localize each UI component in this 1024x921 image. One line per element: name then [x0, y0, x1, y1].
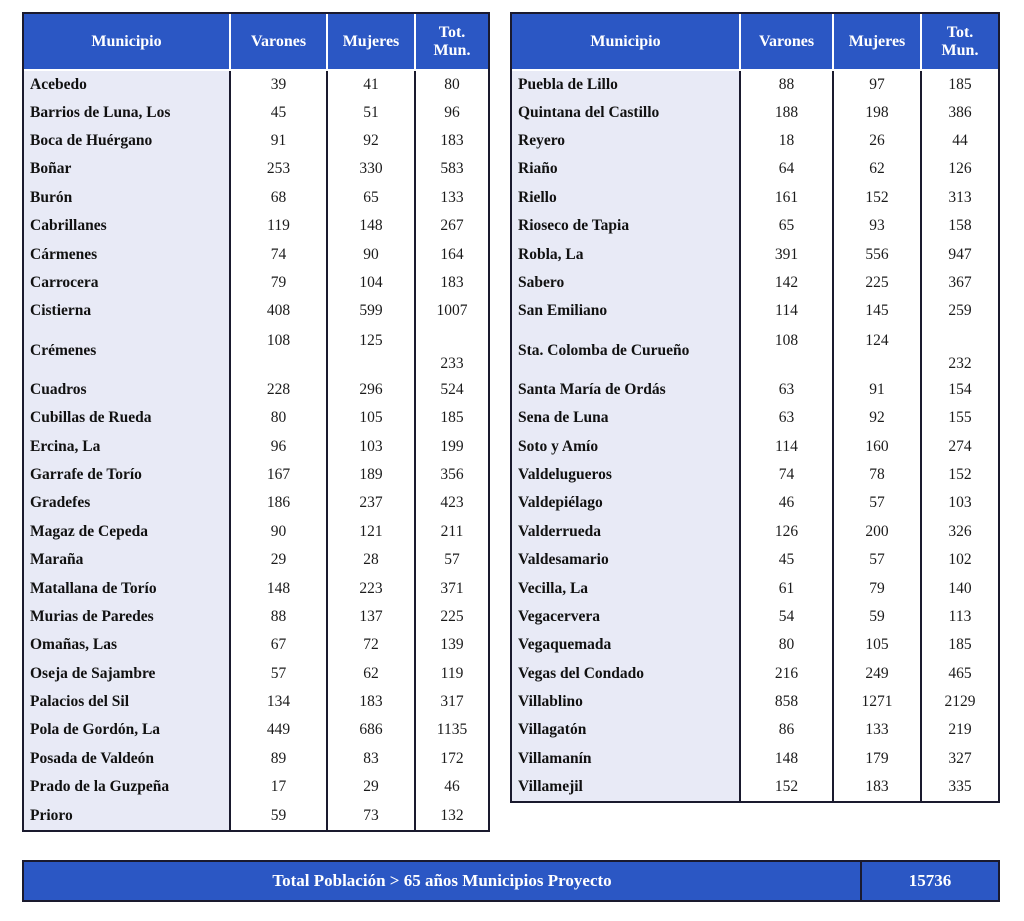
municipality-name-cell: Cabrillanes	[24, 212, 230, 240]
municipality-name-cell: Vegacervera	[512, 603, 740, 631]
mujeres-value-cell: 223	[327, 574, 415, 602]
municipality-name-cell: Santa María de Ordás	[512, 376, 740, 404]
table-row	[512, 574, 998, 602]
total-municipio-value-cell: 126	[921, 155, 998, 183]
total-municipio-value-cell: 185	[921, 70, 998, 98]
total-municipio-value-cell: 367	[921, 269, 998, 297]
table-row	[512, 297, 998, 325]
varones-value-cell: 65	[740, 212, 833, 240]
total-municipio-value-cell: 119	[415, 659, 488, 687]
varones-value-cell: 54	[740, 603, 833, 631]
mujeres-value-cell: 93	[833, 212, 921, 240]
total-municipio-value-cell: 199	[415, 432, 488, 460]
varones-value-cell: 45	[230, 98, 327, 126]
mujeres-value-cell: 105	[327, 404, 415, 432]
total-municipio-value-cell: 152	[921, 461, 998, 489]
total-municipio-value-cell: 155	[921, 404, 998, 432]
varones-value-cell: 59	[230, 801, 327, 829]
varones-value-cell: 18	[740, 127, 833, 155]
table-row	[512, 269, 998, 297]
municipality-name-cell: Valderrueda	[512, 517, 740, 545]
municipality-name-cell: Matallana de Torío	[24, 574, 230, 602]
mujeres-value-cell: 65	[327, 184, 415, 212]
table-row	[512, 603, 998, 631]
table-header	[24, 14, 488, 70]
municipality-name-cell: Murias de Paredes	[24, 603, 230, 631]
mujeres-value-cell: 556	[833, 240, 921, 268]
total-municipio-value-cell: 524	[415, 376, 488, 404]
varones-value-cell: 391	[740, 240, 833, 268]
municipality-name-cell: Valdepiélago	[512, 489, 740, 517]
table-row	[24, 745, 488, 773]
table-row	[24, 184, 488, 212]
population-table-left	[22, 12, 490, 832]
municipality-name-cell: Boñar	[24, 155, 230, 183]
varones-value-cell: 80	[740, 631, 833, 659]
table-row	[512, 376, 998, 404]
municipality-name-cell: Posada de Valdeón	[24, 745, 230, 773]
table-body	[512, 70, 998, 801]
table-row	[24, 631, 488, 659]
municipality-name-cell: Ercina, La	[24, 432, 230, 460]
varones-value-cell: 858	[740, 688, 833, 716]
table-row	[24, 546, 488, 574]
table-header	[512, 14, 998, 70]
table-row	[24, 461, 488, 489]
mujeres-value-cell: 51	[327, 98, 415, 126]
total-municipio-value-cell: 326	[921, 517, 998, 545]
total-municipio-value-cell: 232	[921, 326, 998, 376]
total-header-line2: Mun.	[941, 41, 979, 59]
table-row	[24, 659, 488, 687]
municipality-name-cell: Puebla de Lillo	[512, 70, 740, 98]
varones-value-cell: 88	[740, 70, 833, 98]
municipality-name-cell: Riello	[512, 184, 740, 212]
total-header-line2: Mun.	[433, 41, 471, 59]
municipality-name-cell: Robla, La	[512, 240, 740, 268]
municipality-name-cell: Cubillas de Rueda	[24, 404, 230, 432]
data-grid	[512, 14, 998, 801]
varones-value-cell: 79	[230, 269, 327, 297]
total-municipio-value-cell: 274	[921, 432, 998, 460]
varones-value-cell: 88	[230, 603, 327, 631]
municipality-name-cell: Riaño	[512, 155, 740, 183]
table-row	[24, 376, 488, 404]
table-row	[512, 184, 998, 212]
varones-value-cell: 186	[230, 489, 327, 517]
total-header-line1: Tot.	[438, 23, 466, 41]
municipality-name-cell: Boca de Huérgano	[24, 127, 230, 155]
table-row	[24, 297, 488, 325]
total-municipio-value-cell: 386	[921, 98, 998, 126]
total-municipio-value-cell: 2129	[921, 688, 998, 716]
varones-value-cell: 449	[230, 716, 327, 744]
column-header-municipio: Municipio	[24, 14, 230, 70]
varones-value-cell: 148	[230, 574, 327, 602]
table-row	[24, 326, 488, 376]
municipality-name-cell: San Emiliano	[512, 297, 740, 325]
total-municipio-value-cell: 465	[921, 659, 998, 687]
table-row	[24, 489, 488, 517]
total-municipio-value-cell: 356	[415, 461, 488, 489]
mujeres-value-cell: 124	[833, 326, 921, 376]
total-municipio-value-cell: 335	[921, 773, 998, 801]
table-row	[512, 404, 998, 432]
table-row	[24, 716, 488, 744]
table-row	[512, 716, 998, 744]
mujeres-value-cell: 92	[327, 127, 415, 155]
mujeres-value-cell: 57	[833, 489, 921, 517]
table-row	[512, 98, 998, 126]
municipality-name-cell: Sena de Luna	[512, 404, 740, 432]
municipality-name-cell: Prioro	[24, 801, 230, 829]
total-header-line1: Tot.	[946, 23, 974, 41]
total-summary-label: Total Población > 65 años Municipios Proyecto	[24, 862, 862, 900]
varones-value-cell: 114	[740, 297, 833, 325]
mujeres-value-cell: 121	[327, 517, 415, 545]
varones-value-cell: 90	[230, 517, 327, 545]
varones-value-cell: 216	[740, 659, 833, 687]
varones-value-cell: 108	[740, 326, 833, 376]
table-row	[24, 240, 488, 268]
mujeres-value-cell: 57	[833, 546, 921, 574]
municipality-name-cell: Cistierna	[24, 297, 230, 325]
total-municipio-value-cell: 947	[921, 240, 998, 268]
varones-value-cell: 67	[230, 631, 327, 659]
table-row	[24, 269, 488, 297]
varones-value-cell: 126	[740, 517, 833, 545]
total-municipio-value-cell: 317	[415, 688, 488, 716]
varones-value-cell: 228	[230, 376, 327, 404]
total-municipio-value-cell: 371	[415, 574, 488, 602]
total-municipio-value-cell: 133	[415, 184, 488, 212]
municipality-name-cell: Valdesamario	[512, 546, 740, 574]
varones-value-cell: 91	[230, 127, 327, 155]
mujeres-value-cell: 104	[327, 269, 415, 297]
table-row	[24, 517, 488, 545]
total-municipio-value-cell: 96	[415, 98, 488, 126]
mujeres-value-cell: 237	[327, 489, 415, 517]
total-municipio-value-cell: 113	[921, 603, 998, 631]
total-municipio-value-cell: 140	[921, 574, 998, 602]
varones-value-cell: 63	[740, 404, 833, 432]
varones-value-cell: 96	[230, 432, 327, 460]
table-body	[24, 70, 488, 830]
total-summary-bar	[22, 860, 1000, 902]
mujeres-value-cell: 83	[327, 745, 415, 773]
total-municipio-value-cell: 219	[921, 716, 998, 744]
varones-value-cell: 29	[230, 546, 327, 574]
mujeres-value-cell: 152	[833, 184, 921, 212]
mujeres-value-cell: 73	[327, 801, 415, 829]
table-row	[24, 212, 488, 240]
table-row	[512, 688, 998, 716]
mujeres-value-cell: 160	[833, 432, 921, 460]
mujeres-value-cell: 62	[327, 659, 415, 687]
table-row	[24, 432, 488, 460]
table-row	[24, 70, 488, 98]
total-municipio-value-cell: 46	[415, 773, 488, 801]
table-row	[512, 745, 998, 773]
total-municipio-value-cell: 183	[415, 127, 488, 155]
varones-value-cell: 46	[740, 489, 833, 517]
mujeres-value-cell: 97	[833, 70, 921, 98]
municipality-name-cell: Magaz de Cepeda	[24, 517, 230, 545]
table-row	[512, 432, 998, 460]
mujeres-value-cell: 29	[327, 773, 415, 801]
varones-value-cell: 68	[230, 184, 327, 212]
total-municipio-value-cell: 211	[415, 517, 488, 545]
table-row	[512, 659, 998, 687]
mujeres-value-cell: 79	[833, 574, 921, 602]
varones-value-cell: 45	[740, 546, 833, 574]
mujeres-value-cell: 62	[833, 155, 921, 183]
municipality-name-cell: Oseja de Sajambre	[24, 659, 230, 687]
total-municipio-value-cell: 327	[921, 745, 998, 773]
municipality-name-cell: Quintana del Castillo	[512, 98, 740, 126]
mujeres-value-cell: 179	[833, 745, 921, 773]
municipality-name-cell: Crémenes	[24, 326, 230, 376]
mujeres-value-cell: 125	[327, 326, 415, 376]
total-municipio-value-cell: 225	[415, 603, 488, 631]
total-municipio-value-cell: 267	[415, 212, 488, 240]
municipality-name-cell: Barrios de Luna, Los	[24, 98, 230, 126]
varones-value-cell: 119	[230, 212, 327, 240]
mujeres-value-cell: 133	[833, 716, 921, 744]
varones-value-cell: 80	[230, 404, 327, 432]
municipality-name-cell: Vegaquemada	[512, 631, 740, 659]
table-row	[512, 70, 998, 98]
mujeres-value-cell: 26	[833, 127, 921, 155]
municipality-name-cell: Villagatón	[512, 716, 740, 744]
municipality-name-cell: Gradefes	[24, 489, 230, 517]
total-municipio-value-cell: 57	[415, 546, 488, 574]
table-row	[24, 688, 488, 716]
table-row	[24, 773, 488, 801]
data-grid	[24, 14, 488, 830]
table-row	[24, 574, 488, 602]
mujeres-value-cell: 72	[327, 631, 415, 659]
municipality-name-cell: Vegas del Condado	[512, 659, 740, 687]
municipality-name-cell: Cármenes	[24, 240, 230, 268]
column-header-mujeres: Mujeres	[833, 14, 921, 70]
varones-value-cell: 148	[740, 745, 833, 773]
municipality-name-cell: Villamanín	[512, 745, 740, 773]
mujeres-value-cell: 686	[327, 716, 415, 744]
varones-value-cell: 17	[230, 773, 327, 801]
mujeres-value-cell: 41	[327, 70, 415, 98]
municipality-name-cell: Carrocera	[24, 269, 230, 297]
municipality-name-cell: Palacios del Sil	[24, 688, 230, 716]
table-row	[24, 98, 488, 126]
mujeres-value-cell: 137	[327, 603, 415, 631]
varones-value-cell: 63	[740, 376, 833, 404]
varones-value-cell: 114	[740, 432, 833, 460]
municipality-name-cell: Rioseco de Tapia	[512, 212, 740, 240]
total-municipio-value-cell: 423	[415, 489, 488, 517]
total-municipio-value-cell: 1007	[415, 297, 488, 325]
municipality-name-cell: Villablino	[512, 688, 740, 716]
mujeres-value-cell: 103	[327, 432, 415, 460]
municipality-name-cell: Acebedo	[24, 70, 230, 98]
varones-value-cell: 134	[230, 688, 327, 716]
table-row	[512, 212, 998, 240]
total-municipio-value-cell: 183	[415, 269, 488, 297]
municipality-name-cell: Cuadros	[24, 376, 230, 404]
municipality-name-cell: Prado de la Guzpeña	[24, 773, 230, 801]
mujeres-value-cell: 59	[833, 603, 921, 631]
column-header-mujeres: Mujeres	[327, 14, 415, 70]
mujeres-value-cell: 91	[833, 376, 921, 404]
mujeres-value-cell: 90	[327, 240, 415, 268]
varones-value-cell: 86	[740, 716, 833, 744]
column-header-total-municipio	[921, 14, 998, 70]
table-row	[512, 155, 998, 183]
municipality-name-cell: Vecilla, La	[512, 574, 740, 602]
mujeres-value-cell: 249	[833, 659, 921, 687]
population-table-right	[510, 12, 1000, 803]
total-municipio-value-cell: 139	[415, 631, 488, 659]
total-municipio-value-cell: 132	[415, 801, 488, 829]
municipality-name-cell: Pola de Gordón, La	[24, 716, 230, 744]
varones-value-cell: 74	[740, 461, 833, 489]
table-row	[512, 240, 998, 268]
municipality-name-cell: Sabero	[512, 269, 740, 297]
varones-value-cell: 74	[230, 240, 327, 268]
table-row	[24, 127, 488, 155]
table-row	[512, 546, 998, 574]
mujeres-value-cell: 145	[833, 297, 921, 325]
total-municipio-value-cell: 80	[415, 70, 488, 98]
total-municipio-value-cell: 1135	[415, 716, 488, 744]
mujeres-value-cell: 78	[833, 461, 921, 489]
mujeres-value-cell: 198	[833, 98, 921, 126]
total-summary-value: 15736	[908, 871, 952, 890]
varones-value-cell: 39	[230, 70, 327, 98]
table-row	[24, 404, 488, 432]
mujeres-value-cell: 105	[833, 631, 921, 659]
total-municipio-value-cell: 103	[921, 489, 998, 517]
table-row	[512, 326, 998, 376]
municipality-name-cell: Garrafe de Torío	[24, 461, 230, 489]
column-header-varones: Varones	[740, 14, 833, 70]
table-row	[24, 603, 488, 631]
varones-value-cell: 253	[230, 155, 327, 183]
total-municipio-value-cell: 164	[415, 240, 488, 268]
table-row	[512, 461, 998, 489]
municipality-name-cell: Sta. Colomba de Curueño	[512, 326, 740, 376]
table-row	[512, 773, 998, 801]
header-row	[512, 14, 998, 70]
total-municipio-value-cell: 172	[415, 745, 488, 773]
mujeres-value-cell: 183	[833, 773, 921, 801]
total-municipio-value-cell: 313	[921, 184, 998, 212]
varones-value-cell: 161	[740, 184, 833, 212]
varones-value-cell: 108	[230, 326, 327, 376]
header-row	[24, 14, 488, 70]
municipality-name-cell: Omañas, Las	[24, 631, 230, 659]
varones-value-cell: 89	[230, 745, 327, 773]
varones-value-cell: 408	[230, 297, 327, 325]
column-header-municipio: Municipio	[512, 14, 740, 70]
mujeres-value-cell: 225	[833, 269, 921, 297]
varones-value-cell: 188	[740, 98, 833, 126]
total-municipio-value-cell: 259	[921, 297, 998, 325]
total-municipio-value-cell: 102	[921, 546, 998, 574]
table-row	[512, 517, 998, 545]
mujeres-value-cell: 296	[327, 376, 415, 404]
municipality-name-cell: Burón	[24, 184, 230, 212]
table-row	[512, 489, 998, 517]
column-header-total-municipio	[415, 14, 488, 70]
table-row	[512, 631, 998, 659]
mujeres-value-cell: 183	[327, 688, 415, 716]
total-municipio-value-cell: 583	[415, 155, 488, 183]
municipality-name-cell: Reyero	[512, 127, 740, 155]
municipality-name-cell: Villamejil	[512, 773, 740, 801]
mujeres-value-cell: 599	[327, 297, 415, 325]
municipality-name-cell: Maraña	[24, 546, 230, 574]
municipality-name-cell: Valdelugueros	[512, 461, 740, 489]
municipality-name-cell: Soto y Amío	[512, 432, 740, 460]
total-municipio-value-cell: 185	[415, 404, 488, 432]
column-header-varones: Varones	[230, 14, 327, 70]
mujeres-value-cell: 1271	[833, 688, 921, 716]
table-row	[512, 127, 998, 155]
varones-value-cell: 167	[230, 461, 327, 489]
mujeres-value-cell: 148	[327, 212, 415, 240]
table-row	[24, 155, 488, 183]
total-municipio-value-cell: 185	[921, 631, 998, 659]
total-municipio-value-cell: 154	[921, 376, 998, 404]
mujeres-value-cell: 189	[327, 461, 415, 489]
varones-value-cell: 61	[740, 574, 833, 602]
total-municipio-value-cell: 158	[921, 212, 998, 240]
varones-value-cell: 57	[230, 659, 327, 687]
total-municipio-value-cell: 44	[921, 127, 998, 155]
mujeres-value-cell: 330	[327, 155, 415, 183]
varones-value-cell: 64	[740, 155, 833, 183]
varones-value-cell: 152	[740, 773, 833, 801]
varones-value-cell: 142	[740, 269, 833, 297]
table-row	[24, 801, 488, 829]
mujeres-value-cell: 92	[833, 404, 921, 432]
mujeres-value-cell: 200	[833, 517, 921, 545]
mujeres-value-cell: 28	[327, 546, 415, 574]
total-municipio-value-cell: 233	[415, 326, 488, 376]
